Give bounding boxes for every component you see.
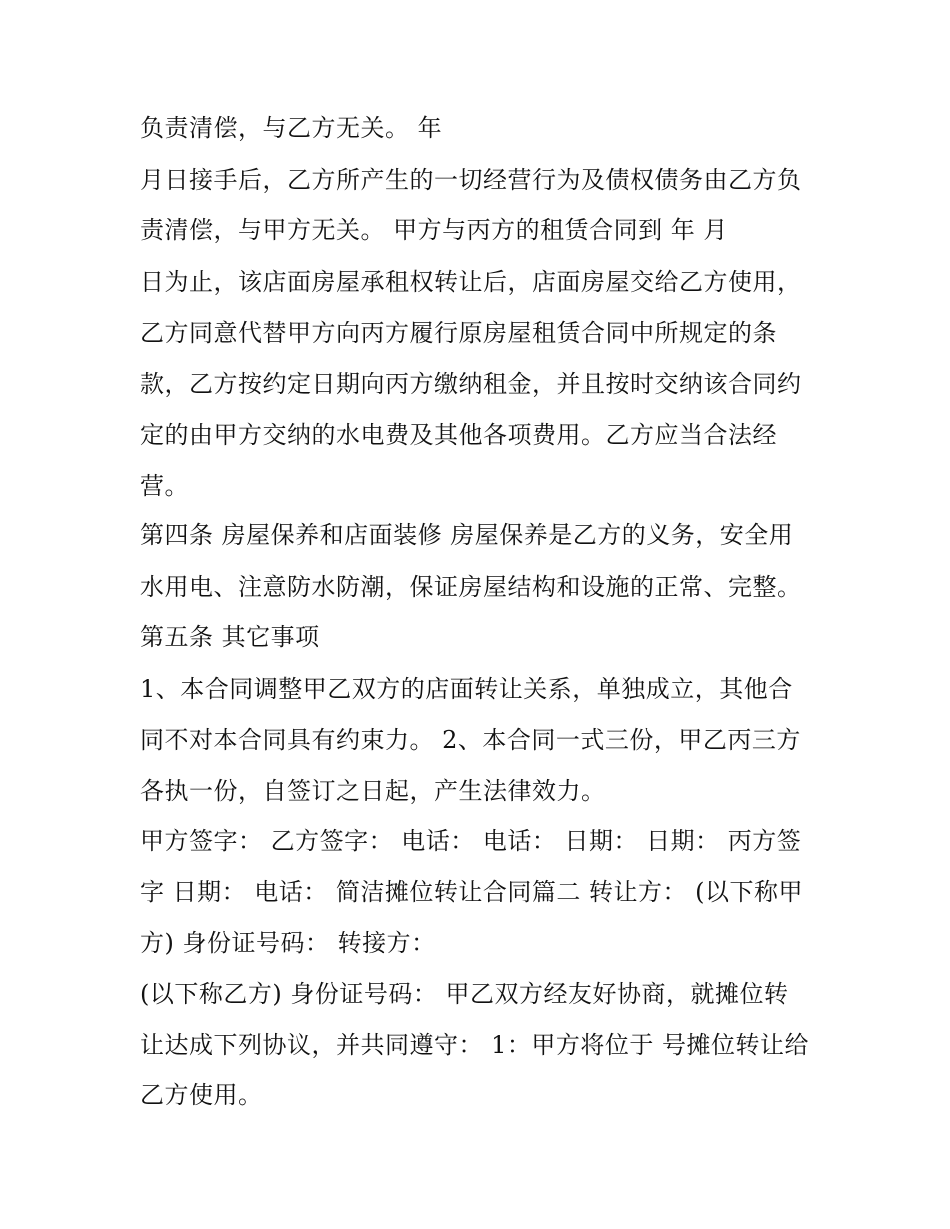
text-line: 水用电、注意防水防潮，保证房屋结构和设施的正常、完整。 [140,573,802,601]
text-line: 第四条 房屋保养和店面装修 房屋保养是乙方的义务，安全用 [140,521,794,549]
text-line: 各执一份，自签订之日起，产生法律效力。 [140,777,606,805]
text-line: 款，乙方按约定日期向丙方缴纳租金，并且按时交纳该合同约 [140,370,802,398]
text-line: 1、本合同调整甲乙双方的店面转让关系，单独成立，其他合 [140,675,793,703]
text-line: 定的由甲方交纳的水电费及其他各项费用。乙方应当合法经 [140,421,777,449]
text-line: (以下称乙方) 身份证号码： 甲乙双方经友好协商，就摊位转 [140,980,789,1008]
text-line: 负责清偿，与乙方无关。 年 [140,114,443,142]
text-line: 乙方使用。 [140,1081,263,1109]
text-line: 同不对本合同具有约束力。 2、本合同一式三份，甲乙丙三方 [140,726,801,754]
text-line: 甲方签字： 乙方签字： 电话： 电话： 日期： 日期： 丙方签 [140,827,802,855]
text-line: 第五条 其它事项 [140,623,320,651]
text-line: 乙方同意代替甲方向丙方履行原房屋租赁合同中所规定的条 [140,319,777,347]
text-line: 字 日期： 电话： 简洁摊位转让合同篇二 转让方： (以下称甲 [140,878,804,906]
text-line: 让达成下列协议，并共同遵守： 1：甲方将位于 号摊位转让给 [140,1031,810,1059]
text-line: 月日接手后，乙方所产生的一切经营行为及债权债务由乙方负 [140,166,802,194]
text-line: 责清偿，与甲方无关。 甲方与丙方的租赁合同到 年 月 [140,216,728,244]
text-line: 日为止，该店面房屋承租权转让后，店面房屋交给乙方使用， [140,268,802,296]
text-line: 方) 身份证号码： 转接方： [140,929,436,957]
text-line: 营。 [140,472,189,500]
